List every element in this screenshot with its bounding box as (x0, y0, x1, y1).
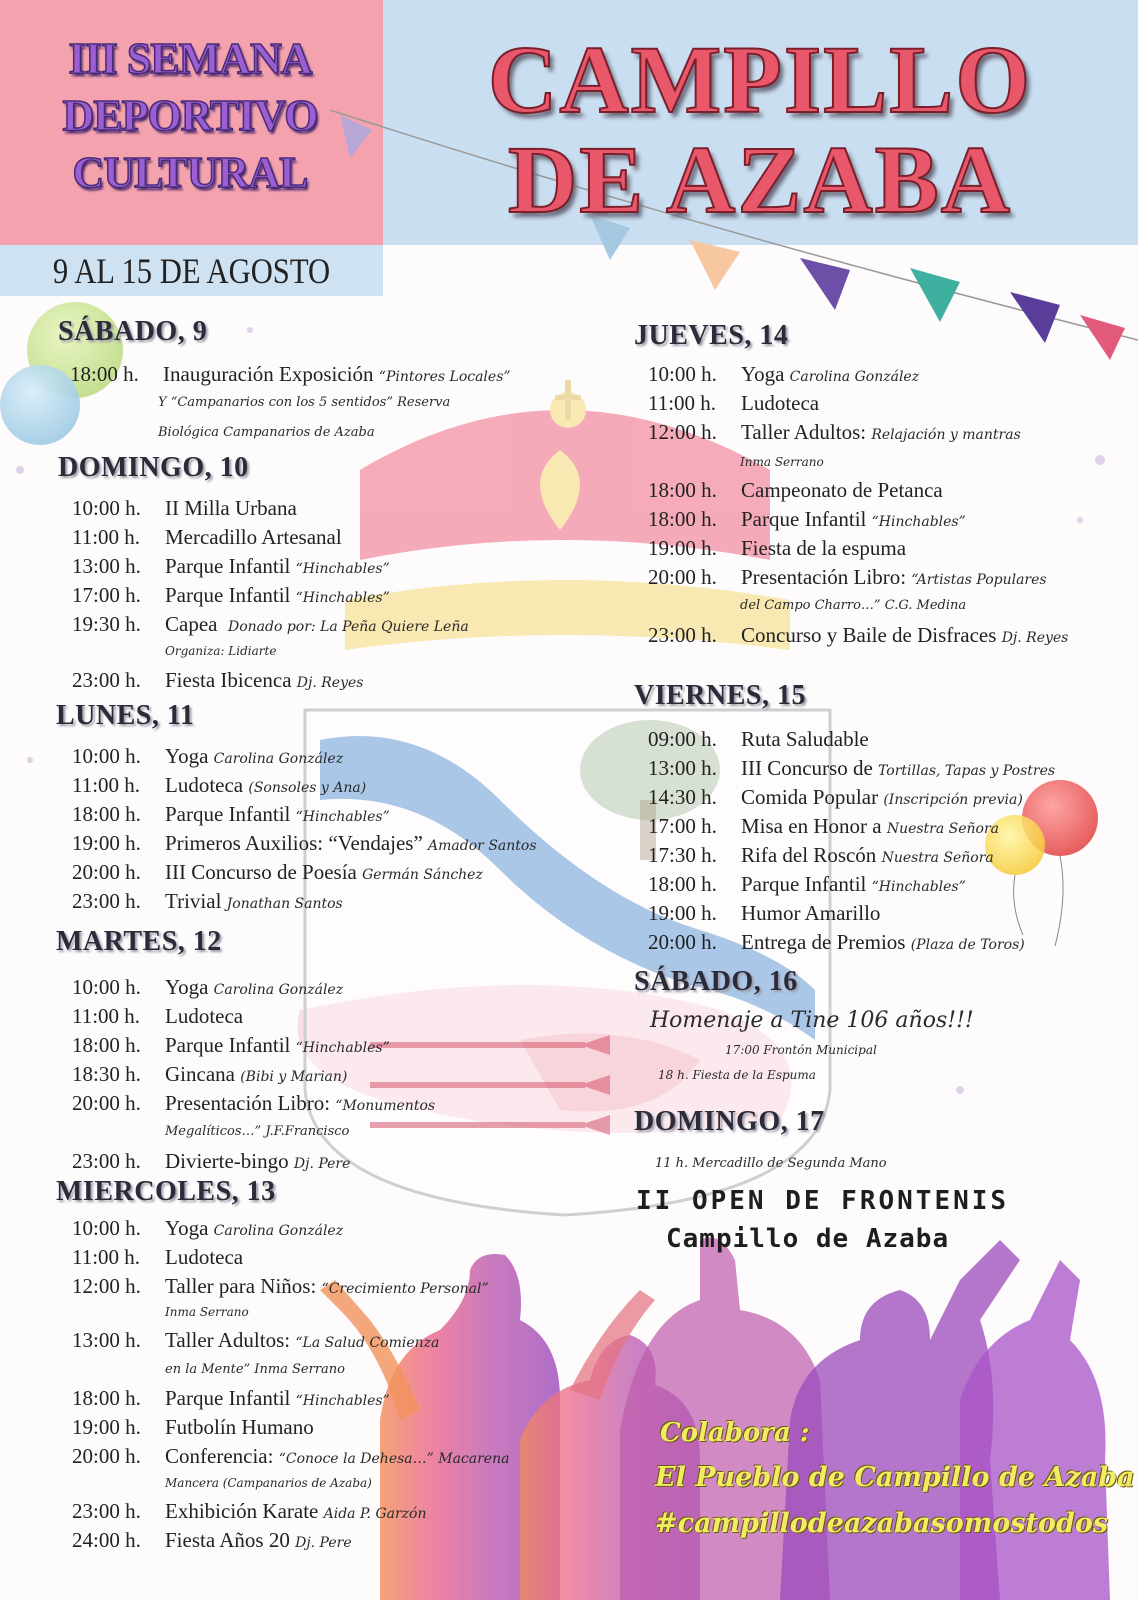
colabora-hashtag: #campillodeazabasomostodos (655, 1508, 1109, 1539)
row-text: III Concurso de Poesía (165, 860, 357, 884)
row-text: III Concurso de (741, 756, 873, 780)
row-text: Parque Infantil (165, 554, 291, 578)
row-text: Ludoteca (165, 773, 244, 797)
row-time: 20:00 h. (648, 565, 717, 589)
row-note: (Plaza de Toros) (910, 937, 1025, 953)
row-text: Taller Adultos: (165, 1328, 291, 1352)
row-time: 20:00 h. (648, 930, 717, 954)
row-time: 18:00 h. (648, 872, 717, 896)
row-text: Capea (165, 612, 218, 636)
frontenis-title: II OPEN DE FRONTENIS (636, 1186, 1010, 1216)
row-time: 11:00 h. (72, 1004, 141, 1028)
row-time: 20:00 h. (72, 1091, 141, 1115)
row-text: Yoga (165, 744, 209, 768)
row-text: Futbolín Humano (165, 1415, 314, 1439)
row-note: “Hinchables” (295, 1040, 390, 1056)
schedule-row (72, 1089, 435, 1121)
row-text: Misa en Honor a (741, 814, 882, 838)
day-heading: VIERNES, 15 (634, 680, 806, 711)
row-continuation: del Campo Charro…” C.G. Medina (740, 598, 967, 613)
row-continuation: Megalíticos…” J.F.Francisco (165, 1124, 350, 1139)
row-text: Presentación Libro: (165, 1091, 331, 1115)
row-note: (Sonsoles y Ana) (248, 780, 367, 796)
row-text: Presentación Libro: (741, 565, 907, 589)
row-text: Campeonato de Petanca (741, 478, 943, 502)
schedule-row (72, 1442, 509, 1474)
schedule-row (648, 621, 1068, 653)
row-note: “Monumentos (335, 1098, 436, 1114)
schedule-row (648, 418, 1021, 450)
schedule-row (70, 360, 511, 392)
row-time: 11:00 h. (72, 773, 141, 797)
row-time: 18:00 h. (648, 478, 717, 502)
row-text: Ruta Saludable (741, 727, 869, 751)
schedule-row (648, 725, 869, 754)
row-text: Taller para Niños: (165, 1274, 317, 1298)
row-text: Parque Infantil (165, 1033, 291, 1057)
row-note: Carolina González (789, 369, 920, 385)
row-continuation: Biológica Campanarios de Azaba (158, 425, 375, 440)
schedule-row (648, 476, 943, 505)
row-text: II Milla Urbana (165, 496, 297, 520)
row-time: 19:00 h. (72, 831, 141, 855)
day-heading: DOMINGO, 17 (634, 1106, 825, 1137)
schedule-row (648, 389, 819, 418)
row-time: 23:00 h. (72, 668, 141, 692)
homenaje-text: Homenaje a Tine 106 años!!! (650, 1008, 974, 1033)
row-time: 10:00 h. (648, 362, 717, 386)
day-heading: MARTES, 12 (56, 926, 222, 957)
schedule-row (648, 812, 999, 844)
row-note: “Conoce la Dehesa…” Macarena (278, 1451, 510, 1467)
row-time: 20:00 h. (72, 1444, 141, 1468)
row-continuation: Y “Campanarios con los 5 sentidos” Reserva (158, 395, 451, 410)
row-note: “La Salud Comienza (295, 1335, 440, 1351)
schedule-row (72, 1214, 343, 1246)
row-time: 18:00 h. (72, 1033, 141, 1057)
row-time: 18:00 h. (72, 1386, 141, 1410)
schedule-row (648, 534, 906, 563)
row-time: 11:00 h. (648, 391, 717, 415)
row-note: “Hinchables” (871, 879, 966, 895)
row-note: Dj. Reyes (296, 675, 364, 691)
row-note: Dj. Reyes (1001, 630, 1069, 646)
row-note: “Hinchables” (295, 590, 390, 606)
schedule-row (72, 771, 366, 803)
row-text: Parque Infantil (741, 507, 867, 531)
row-continuation: en la Mente” Inma Serrano (165, 1362, 346, 1377)
schedule-row (72, 1243, 243, 1272)
row-continuation: Mancera (Campanarios de Azaba) (165, 1476, 372, 1490)
schedule-row (648, 505, 966, 537)
row-text: Humor Amarillo (741, 901, 881, 925)
schedule-row (72, 581, 390, 613)
row-note: “Hinchables” (871, 514, 966, 530)
frontenis-subtitle: Campillo de Azaba (666, 1224, 950, 1254)
row-text: Divierte-bingo (165, 1149, 289, 1173)
row-note: “Artistas Populares (911, 572, 1047, 588)
schedule-row (72, 800, 390, 832)
row-text: Exhibición Karate (165, 1499, 319, 1523)
row-time: 10:00 h. (72, 496, 141, 520)
schedule-row (648, 899, 880, 928)
row-text: Yoga (165, 1216, 209, 1240)
row-text: Conferencia: (165, 1444, 274, 1468)
day-heading: LUNES, 11 (56, 700, 195, 731)
row-continuation: 11 h. Mercadillo de Segunda Mano (655, 1156, 887, 1171)
row-continuation: 17:00 Frontón Municipal (725, 1043, 877, 1057)
row-time: 18:00 h. (72, 802, 141, 826)
row-time: 09:00 h. (648, 727, 717, 751)
schedule-row (72, 523, 342, 552)
row-note: Dj. Pere (293, 1156, 351, 1172)
row-time: 12:00 h. (648, 420, 717, 444)
day-heading: SÁBADO, 16 (634, 966, 798, 997)
row-text: Inauguración Exposición (163, 362, 374, 386)
row-text: Fiesta de la espuma (741, 536, 907, 560)
row-time: 14:30 h. (648, 785, 717, 809)
schedule-row (648, 841, 994, 873)
row-time: 13:00 h. (72, 554, 141, 578)
row-time: 19:00 h. (648, 536, 717, 560)
row-note: Dj. Pere (295, 1535, 352, 1551)
row-note: Tortillas, Tapas y Postres (878, 763, 1056, 779)
schedule-row (72, 1526, 352, 1558)
schedule-row (72, 1060, 347, 1092)
schedule-row (648, 360, 919, 392)
schedule-row (72, 973, 343, 1005)
row-time: 19:30 h. (72, 612, 141, 636)
day-heading: DOMINGO, 10 (58, 452, 249, 483)
row-continuation: 18 h. Fiesta de la Espuma (658, 1068, 816, 1082)
row-text: Gincana (165, 1062, 235, 1086)
row-text: Yoga (741, 362, 785, 386)
day-heading: JUEVES, 14 (634, 320, 789, 351)
row-time: 10:00 h. (72, 975, 141, 999)
row-time: 13:00 h. (72, 1328, 141, 1352)
row-note: Donado por: La Peña Quiere Leña (227, 619, 469, 635)
main-title (395, 26, 1125, 233)
schedule-row (72, 1031, 390, 1063)
row-text: Ludoteca (165, 1004, 244, 1028)
schedule-row (72, 1147, 350, 1179)
date-range: 9 AL 15 DE AGOSTO (52, 251, 331, 291)
schedule-row (72, 494, 297, 523)
row-note: “Crecimiento Personal” (321, 1281, 489, 1297)
main-title-line-2: DE AZABA (507, 126, 1013, 233)
row-text: Comida Popular (741, 785, 879, 809)
schedule-row (72, 1002, 243, 1031)
schedule-row (72, 1497, 426, 1529)
schedule-row (648, 754, 1055, 786)
row-note: (Bibi y Marian) (240, 1069, 348, 1085)
schedule-row (72, 1413, 314, 1442)
row-time: 17:00 h. (648, 814, 717, 838)
row-time: 23:00 h. (72, 889, 141, 913)
event-title (40, 30, 340, 201)
row-note: “Pintores Locales” (378, 369, 511, 385)
schedule-row (72, 1272, 489, 1304)
row-continuation: Inma Serrano (740, 455, 824, 469)
schedule-row (72, 1326, 439, 1358)
row-text: Yoga (165, 975, 209, 999)
row-note: Aida P. Garzón (323, 1506, 427, 1522)
row-text: Parque Infantil (165, 1386, 291, 1410)
schedule-row (648, 928, 1025, 960)
row-text: Primeros Auxilios: “Vendajes” (165, 831, 423, 855)
row-text: Fiesta Ibicenca (165, 668, 292, 692)
colabora-line-1: El Pueblo de Campillo de Azaba (655, 1462, 1135, 1493)
schedule-row (72, 887, 343, 919)
schedule-row (648, 783, 1023, 815)
row-continuation: Inma Serrano (165, 1305, 249, 1319)
row-time: 10:00 h. (72, 1216, 141, 1240)
schedule-row (72, 610, 469, 642)
row-time: 18:00 h. (70, 362, 139, 386)
row-text: Mercadillo Artesanal (165, 525, 342, 549)
row-time: 10:00 h. (72, 744, 141, 768)
row-note: “Hinchables” (295, 561, 390, 577)
row-time: 19:00 h. (648, 901, 717, 925)
event-title-line-1: III SEMANA (68, 34, 312, 83)
row-note: Carolina González (213, 751, 344, 767)
schedule-row (72, 742, 343, 774)
schedule-row (72, 829, 537, 861)
row-text: Trivial (165, 889, 222, 913)
row-time: 13:00 h. (648, 756, 717, 780)
row-text: Fiesta Años 20 (165, 1528, 290, 1552)
schedule-row (72, 1384, 390, 1416)
row-time: 18:00 h. (648, 507, 717, 531)
row-text: Ludoteca (741, 391, 820, 415)
row-time: 20:00 h. (72, 860, 141, 884)
day-heading: SÁBADO, 9 (58, 316, 208, 347)
colabora-label: Colabora : (660, 1418, 810, 1448)
row-time: 11:00 h. (72, 1245, 141, 1269)
row-text: Rifa del Roscón (741, 843, 877, 867)
row-time: 17:30 h. (648, 843, 717, 867)
row-text: Parque Infantil (165, 583, 291, 607)
schedule-row (648, 870, 966, 902)
row-time: 18:30 h. (72, 1062, 141, 1086)
main-title-line-1: CAMPILLO (488, 26, 1032, 133)
row-time: 19:00 h. (72, 1415, 141, 1439)
row-time: 23:00 h. (72, 1499, 141, 1523)
schedule-row (648, 563, 1047, 595)
row-note: Carolina González (213, 982, 344, 998)
row-time: 23:00 h. (72, 1149, 141, 1173)
schedule-row (72, 552, 390, 584)
row-time: 17:00 h. (72, 583, 141, 607)
row-note: “Hinchables” (295, 809, 390, 825)
row-note: Relajación y mantras (871, 427, 1021, 443)
row-time: 11:00 h. (72, 525, 141, 549)
schedule-row (72, 666, 363, 698)
row-note: Germán Sánchez (362, 867, 483, 883)
row-text: Taller Adultos: (741, 420, 867, 444)
row-text: Concurso y Baile de Disfraces (741, 623, 997, 647)
row-note: Amador Santos (428, 838, 537, 854)
row-text: Entrega de Premios (741, 930, 906, 954)
row-note: (Inscripción previa) (883, 792, 1023, 808)
row-time: 12:00 h. (72, 1274, 141, 1298)
row-note: Jonathan Santos (226, 896, 343, 912)
schedule-row (72, 858, 483, 890)
row-note: Nuestra Señora (886, 821, 1000, 837)
row-continuation: Organiza: Lidiarte (165, 644, 277, 658)
row-note: Nuestra Señora (881, 850, 994, 866)
event-title-line-2: DEPORTIVO (62, 91, 318, 140)
row-text: Ludoteca (165, 1245, 244, 1269)
row-note: “Hinchables” (295, 1393, 390, 1409)
day-heading: MIERCOLES, 13 (56, 1176, 276, 1207)
row-text: Parque Infantil (741, 872, 867, 896)
row-time: 23:00 h. (648, 623, 717, 647)
row-time: 24:00 h. (72, 1528, 141, 1552)
event-title-line-3: CULTURAL (72, 148, 308, 197)
row-note: Carolina González (213, 1223, 344, 1239)
row-text: Parque Infantil (165, 802, 291, 826)
